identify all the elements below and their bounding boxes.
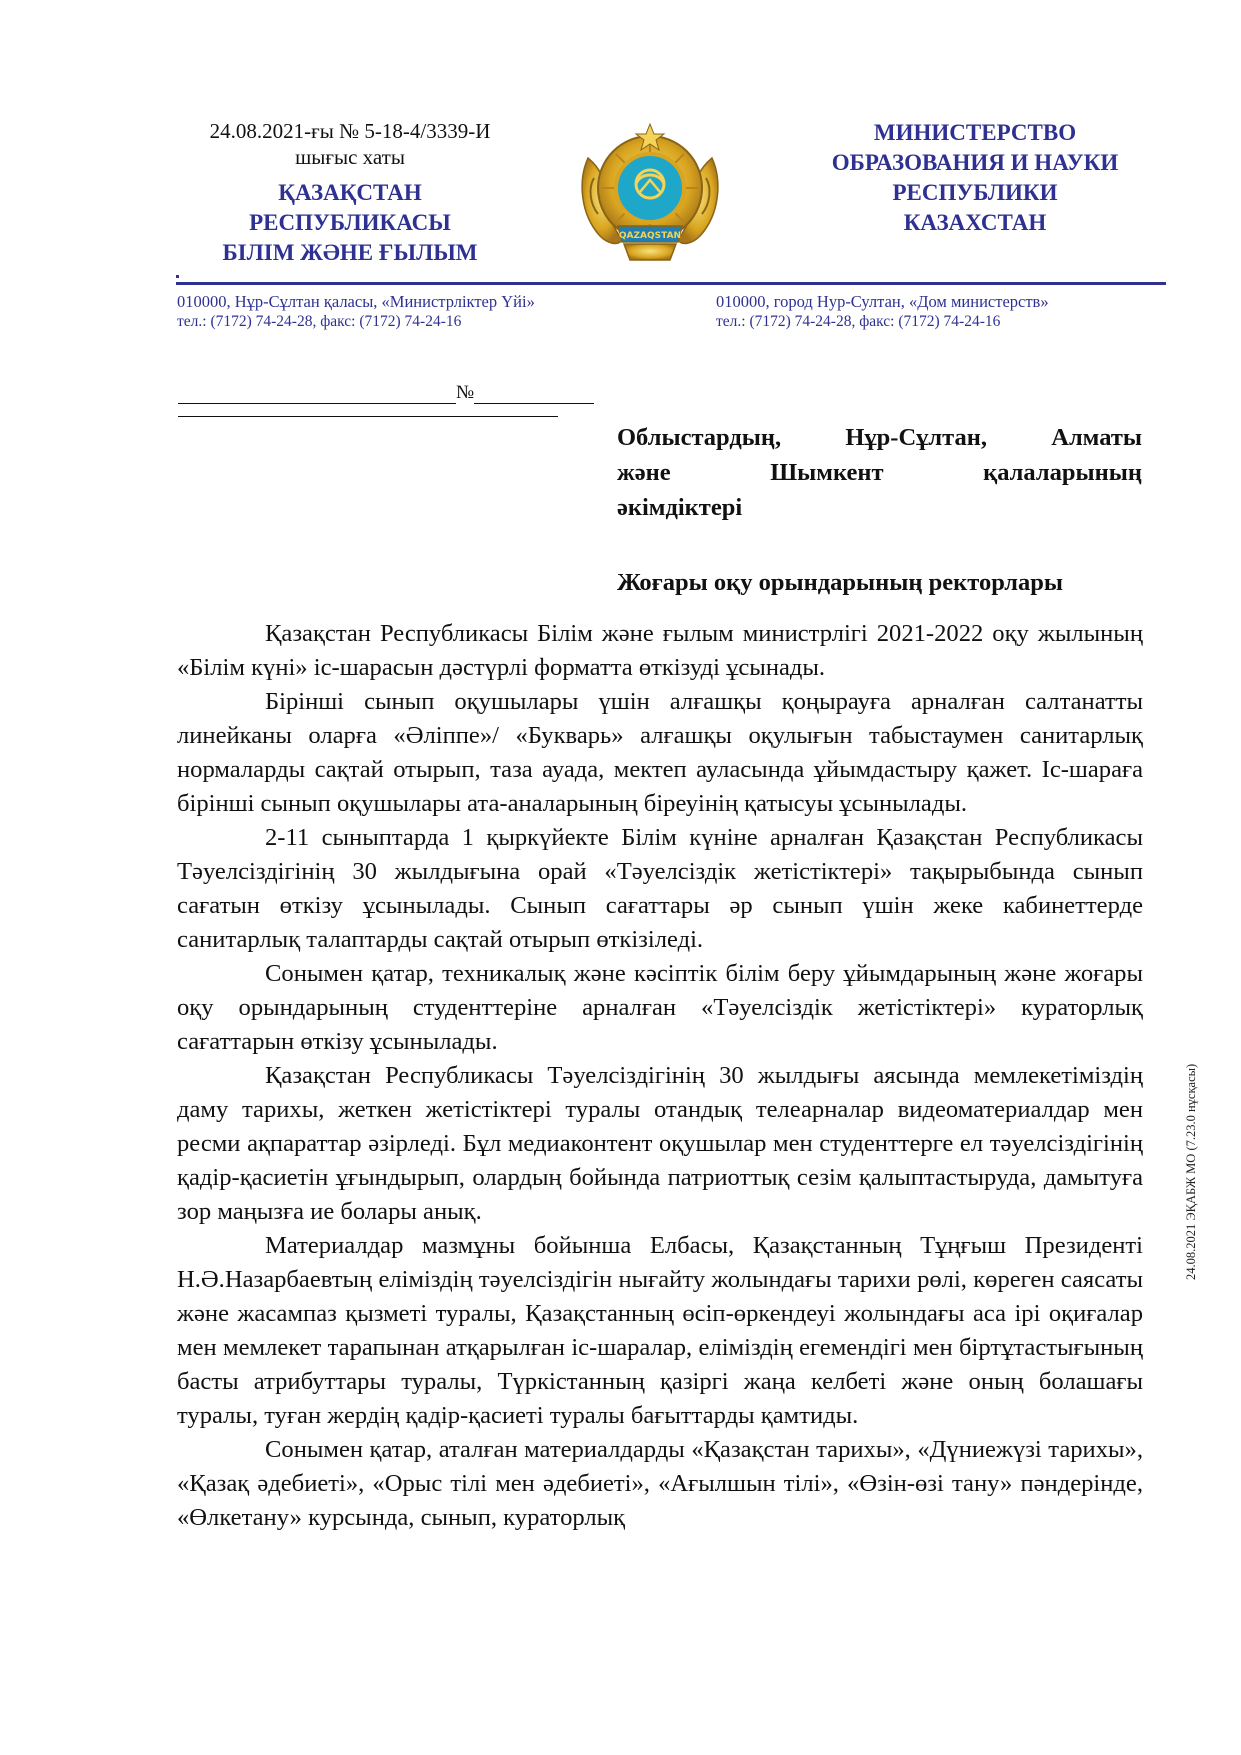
emblem-ribbon-text: QAZAQSTAN: [618, 231, 682, 241]
reference-number: 24.08.2021-ғы № 5-18-4/3339-И: [209, 119, 491, 143]
header-dot: [176, 275, 179, 278]
number-sign: №: [456, 382, 475, 403]
address-ru: 010000, город Нур-Султан, «Дом министерств»: [716, 292, 1049, 311]
number-blank: [474, 385, 594, 404]
phone-fax-ru: тел.: (7172) 74-24-28, факс: (7172) 74-24-16: [716, 313, 1001, 330]
second-blank-line: [178, 416, 558, 417]
ministry-name-ru-line: МИНИСТЕРСТВО: [873, 120, 1077, 145]
ministry-name-ru-line: КАЗАХСТАН: [903, 210, 1047, 235]
body-paragraph: 2-11 сыныптарда 1 қыркүйекте Білім күніне арналған Қазақстан Республикасы Тәуелсіздігінің 30 жылдығына орай «Тәуелсіздік жетістіктері» тақырыбында сынып сағатын өткізу ұсынылады. Сынып сағаттары әр сынып үшін жеке кабинеттерде санитарлық талаптарды сақтай отырып өткізіледі.: [177, 824, 1143, 953]
ministry-name-ru-line: РЕСПУБЛИКИ: [892, 180, 1058, 205]
address-block-ru: [716, 292, 1049, 332]
recipient-rectors: Жоғары оқу орындарының ректорлары: [617, 569, 1063, 596]
body-paragraph: Сонымен қатар, аталған материалдарды «Қазақстан тарихы», «Дүниежүзі тарихы», «Қазақ әдебиеті», «Орыс тілі мен әдебиеті», «Ағылшын тілі», «Өзін-өзі тану» пәндерінде, «Өлкетану» курсында, сынып, кураторлық: [177, 1436, 1143, 1531]
side-stamp-text: 24.08.2021 ЭҚАБЖ МО (7.23.0 нұсқасы): [1184, 1063, 1198, 1280]
address-kz: 010000, Нұр-Сұлтан қаласы, «Министрліктер Үйі»: [177, 292, 535, 311]
address-block-kz: [177, 292, 535, 332]
reference-type: шығыс хаты: [295, 145, 405, 169]
body-paragraph: Қазақстан Республикасы Тәуелсіздігінің 30 жылдығы аясында мемлекетіміздің даму тарихы, жеткен жетістіктері туралы отандық телеарналар видеоматериалдар мен ресми ақпараттар әзірледі. Бұл медиаконтент оқушылар мен студенттерге ел тәуелсіздігінің қадір-қасиетін ұғындырып, олардың бойында патриоттық сезім қалыптастыруда, дамытуға зор маңызға ие болары анық.: [177, 1062, 1143, 1225]
body-paragraph: Қазақстан Республикасы Білім және ғылым министрлігі 2021-2022 оқу жылының «Білім күні» іс-шарасын дәстүрлі форматта өткізуді ұсынады.: [177, 620, 1143, 681]
recipient-akimats-line: және Шымкент қалаларының: [617, 459, 1142, 486]
registration-number-line: [178, 382, 594, 404]
header-divider: [176, 282, 1166, 285]
ministry-name-kz-line: ҚАЗАҚСТАН: [278, 180, 422, 205]
body-paragraph: Материалдар мазмұны бойынша Елбасы, Қазақстанның Тұңғыш Президенті Н.Ә.Назарбаевтың еліміздің тәуелсіздігін нығайту жолындағы тарихи рөлі, көреген саясаты және жасампаз қызметі туралы, Қазақстанның өсіп-өркендеуі жолындағы аса ірі оқиғалар мен мемлекет тарапынан атқарылған іс-шаралар, еліміздің егемендігі мен біртұтастығының басты атрибуттары туралы, Түркістанның қазіргі жаңа келбеті және оның болашағы туралы, туған жердің қадір-қасиеті туралы бағыттарды қамтиды.: [177, 1232, 1143, 1429]
side-registration-stamp: [1184, 1063, 1204, 1300]
recipient-akimats: [617, 420, 1142, 525]
ministry-name-ru-line: ОБРАЗОВАНИЯ И НАУКИ: [831, 150, 1119, 175]
phone-fax-kz: тел.: (7172) 74-24-28, факс: (7172) 74-24-16: [177, 313, 462, 330]
outgoing-reference: [170, 118, 530, 170]
date-blank: [178, 385, 456, 404]
ministry-name-kz-line: РЕСПУБЛИКАСЫ: [249, 210, 451, 235]
letter-body: [177, 617, 1143, 1535]
state-emblem-icon: [574, 118, 726, 266]
state-emblem: [574, 118, 726, 266]
recipient-akimats-line: әкімдіктері: [617, 494, 743, 521]
body-paragraph: Бірінші сынып оқушылары үшін алғашқы қоңырауға арналған салтанатты линейканы оларға «Әліппе»/ «Букварь» алғашқы оқулығын табыстаумен санитарлық нормаларды сақтай отырып, таза ауада, мектеп ауласында ұйымдастыру қажет. Іс-шараға бірінші сынып оқушылары ата-аналарының біреуінің қатысуы ұсынылады.: [177, 688, 1143, 817]
recipients-block: [617, 420, 1142, 600]
body-paragraph: Сонымен қатар, техникалық және кәсіптік білім беру ұйымдарының және жоғары оқу орындарының студенттеріне арналған «Тәуелсіздік жетістіктері» кураторлық сағаттарын өткізу ұсынылады.: [177, 960, 1143, 1055]
recipient-akimats-line: Облыстардың, Нұр-Сұлтан, Алматы: [617, 424, 1142, 451]
ministry-name-kz: [170, 178, 530, 268]
ministry-name-kz-line: БІЛІМ ЖӘНЕ ҒЫЛЫМ: [222, 240, 478, 265]
ministry-name-ru: [790, 118, 1160, 238]
